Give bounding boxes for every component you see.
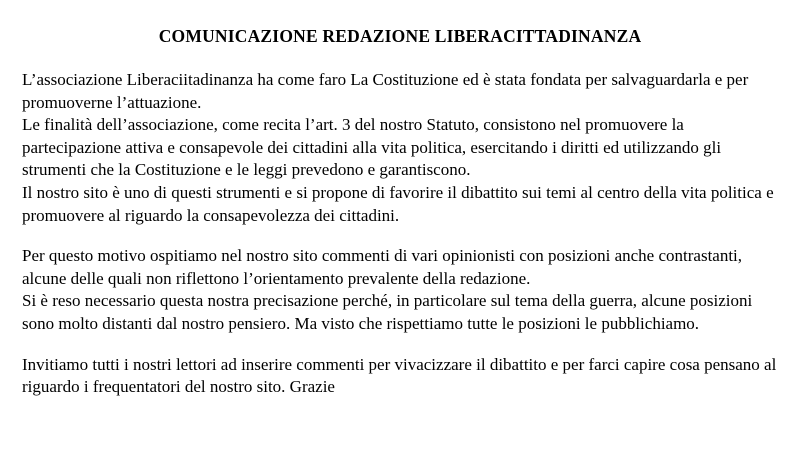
paragraph: L’associazione Liberaciitadinanza ha come faro La Costituzione ed è stata fondata per salvaguardarla e per promuoverne l’attuazione. bbox=[22, 70, 749, 112]
page-title: COMUNICAZIONE REDAZIONE LIBERACITTADINANZA bbox=[158, 26, 642, 46]
block-spacer bbox=[22, 227, 778, 245]
block-spacer bbox=[22, 336, 778, 354]
text-block-invito bbox=[22, 354, 778, 399]
paragraph: Si è reso necessario questa nostra precisazione perché, in particolare sul tema della guerra, alcune posizioni sono molto distanti dal nostro pensiero. Ma visto che rispettiamo tutte le posizioni le pubblichiamo. bbox=[22, 291, 753, 334]
paragraph: Le finalità dell’associazione, come recita l’art. 3 del nostro Statuto, consistono nel promuovere la partecipazione attiva e consapevole dei cittadini alla vita politica, esercitando i diritti ed utilizzando gli strumenti che la Costituzione e le leggi prevedono e garantiscono. bbox=[22, 115, 722, 180]
paragraph: Per questo motivo ospitiamo nel nostro sito commenti di vari opinionisti con posizioni anche contrastanti, alcune delle quali non riflettono l’orientamento prevalente della redazione. bbox=[22, 246, 743, 288]
text-block-motivo bbox=[22, 245, 778, 335]
paragraph: Il nostro sito è uno di questi strumenti e si propone di favorire il dibattito sui temi al centro della vita politica e promuovere al riguardo la consapevolezza dei cittadini. bbox=[22, 183, 774, 225]
text-block-intro bbox=[22, 69, 778, 227]
paragraph: Invitiamo tutti i nostri lettori ad inserire commenti per vivacizzare il dibattito e per farci capire cosa pensano al riguardo i frequentatori del nostro sito. Grazie bbox=[22, 354, 777, 397]
